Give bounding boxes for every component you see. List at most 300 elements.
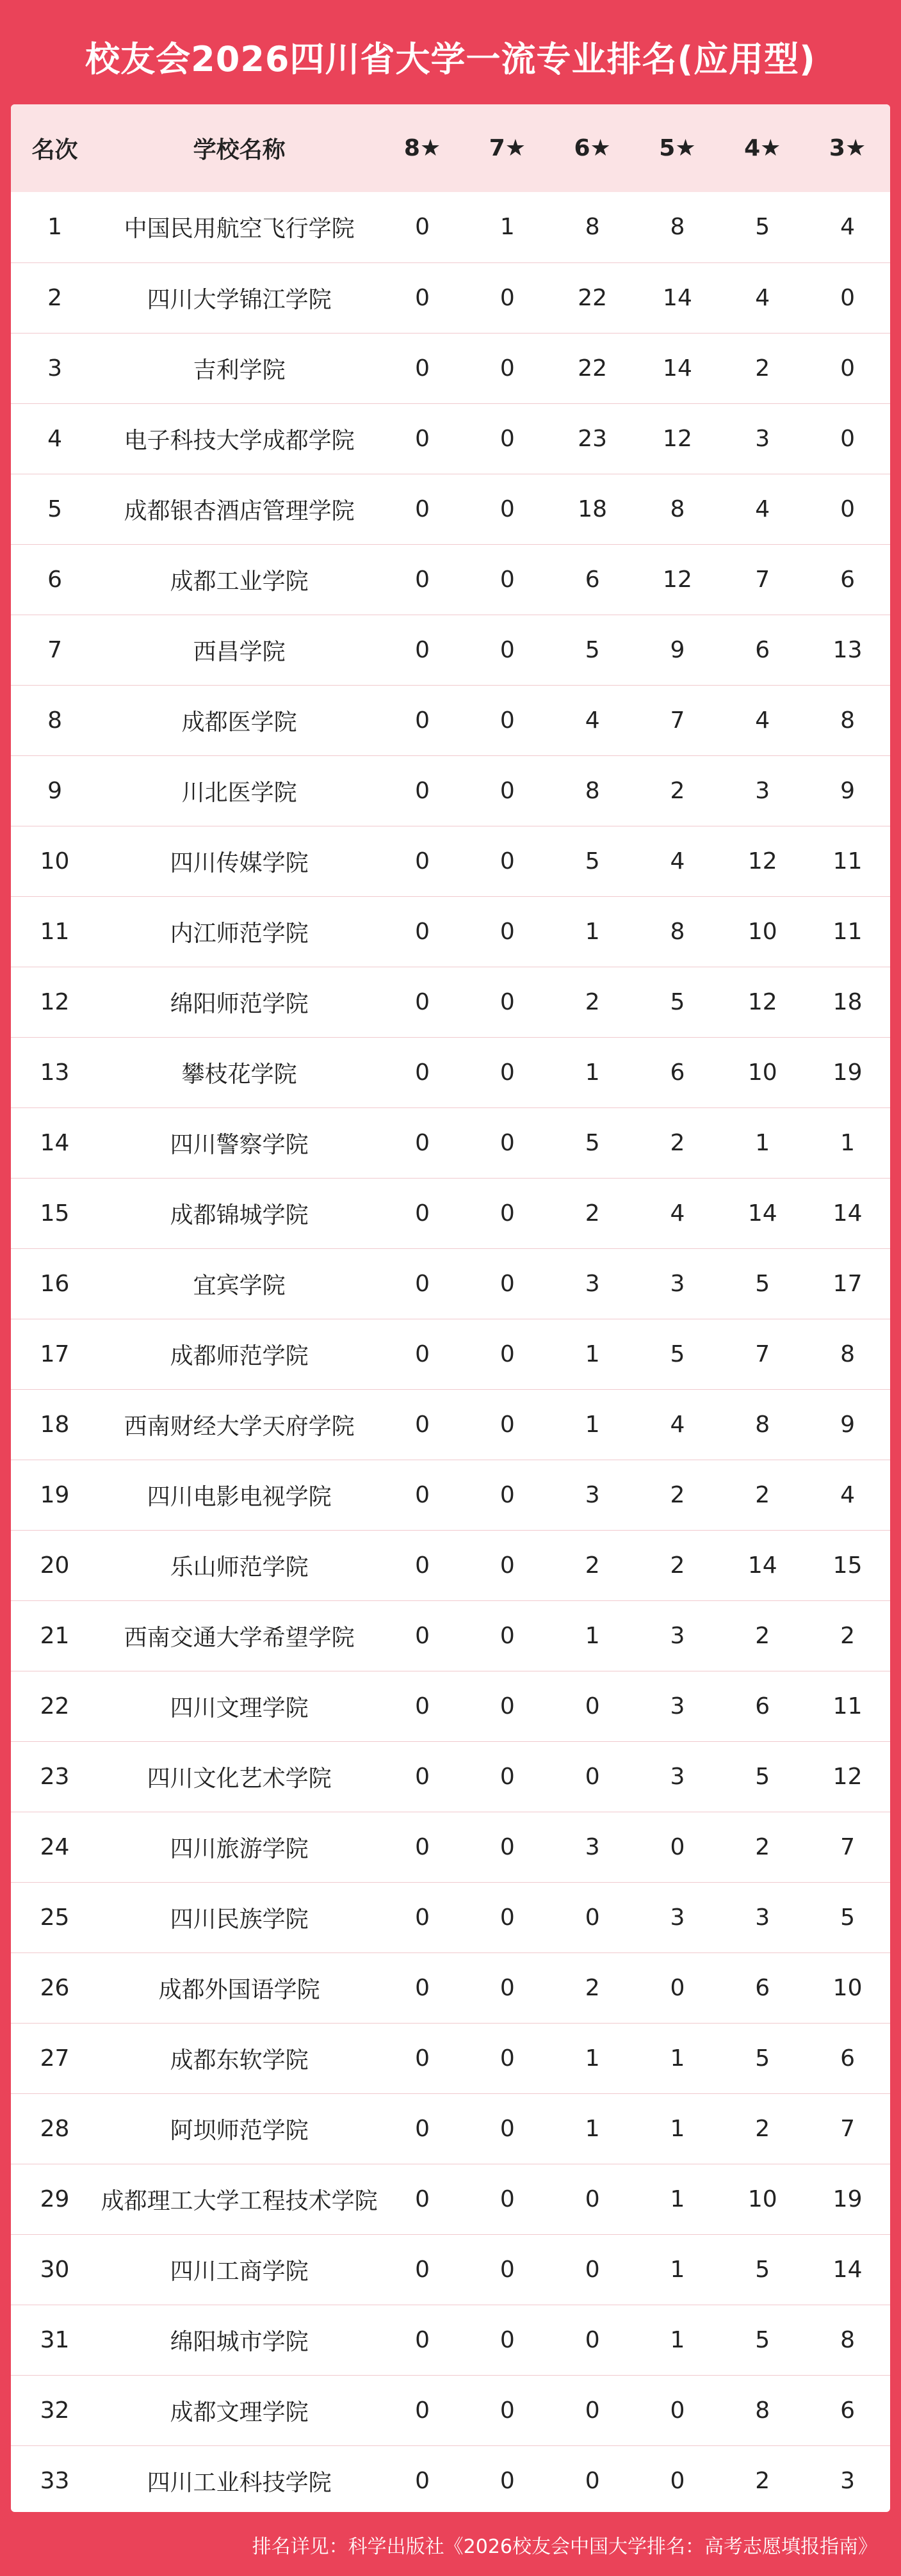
header-4-star: 4★ — [744, 135, 781, 161]
rank-cell: 29 — [40, 2186, 70, 2212]
count-5-star-cell: 3 — [670, 1622, 685, 1649]
table-row — [11, 1882, 890, 1952]
count-3-star-cell: 4 — [840, 1481, 856, 1508]
rank-cell: 6 — [47, 566, 62, 593]
count-7-star-cell: 0 — [499, 1763, 515, 1790]
rank-cell: 7 — [47, 636, 62, 663]
count-3-star-cell: 8 — [840, 1340, 856, 1367]
table-row — [11, 615, 890, 685]
count-6-star-cell: 8 — [585, 214, 600, 241]
rank-cell: 11 — [40, 918, 70, 945]
count-4-star-cell: 12 — [747, 848, 777, 874]
count-8-star-cell: 0 — [415, 566, 430, 593]
count-8-star-cell: 0 — [415, 988, 430, 1015]
table-row — [11, 1178, 890, 1248]
count-8-star-cell: 0 — [415, 1693, 430, 1719]
count-7-star-cell: 0 — [499, 636, 515, 663]
table-row — [11, 192, 890, 262]
count-8-star-cell: 0 — [415, 284, 430, 311]
count-5-star-cell: 3 — [670, 1904, 685, 1931]
count-8-star-cell: 0 — [415, 1552, 430, 1579]
count-7-star-cell: 0 — [499, 2467, 515, 2494]
rank-cell: 28 — [40, 2115, 70, 2142]
rank-cell: 27 — [40, 2045, 70, 2072]
count-8-star-cell: 0 — [415, 1904, 430, 1931]
count-8-star-cell: 0 — [415, 1481, 430, 1508]
count-7-star-cell: 1 — [499, 214, 515, 241]
table-row — [11, 1600, 890, 1671]
count-4-star-cell: 7 — [755, 566, 770, 593]
count-3-star-cell: 6 — [840, 2045, 856, 2072]
page-title: 校友会2026四川省大学一流专业排名(应用型) — [85, 38, 816, 79]
count-3-star-cell: 6 — [840, 566, 856, 593]
rank-cell: 23 — [40, 1763, 70, 1790]
rank-cell: 17 — [40, 1340, 70, 1367]
count-3-star-cell: 1 — [840, 1129, 856, 1156]
rank-cell: 19 — [40, 1481, 70, 1508]
school-name-cell: 绵阳城市学院 — [170, 2328, 309, 2355]
count-7-star-cell: 0 — [499, 777, 515, 804]
table-row — [11, 755, 890, 826]
table-row — [11, 262, 890, 333]
source-note: 排名详见：科学出版社《2026校友会中国大学排名：高考志愿填报指南》 — [252, 2536, 877, 2558]
table-row — [11, 826, 890, 896]
rank-cell: 30 — [40, 2256, 70, 2283]
school-name-cell: 四川文理学院 — [170, 1695, 309, 1721]
rank-cell: 12 — [40, 988, 70, 1015]
count-5-star-cell: 12 — [663, 566, 692, 593]
school-name-cell: 成都银杏酒店管理学院 — [124, 497, 355, 524]
count-8-star-cell: 0 — [415, 1129, 430, 1156]
count-6-star-cell: 0 — [585, 1763, 600, 1790]
count-6-star-cell: 22 — [578, 284, 608, 311]
rank-cell: 15 — [40, 1200, 70, 1227]
count-7-star-cell: 0 — [499, 355, 515, 382]
count-5-star-cell: 7 — [670, 707, 685, 734]
count-5-star-cell: 3 — [670, 1693, 685, 1719]
school-name-cell: 宜宾学院 — [193, 1272, 286, 1299]
count-6-star-cell: 23 — [578, 425, 608, 452]
count-7-star-cell: 0 — [499, 284, 515, 311]
count-6-star-cell: 2 — [585, 988, 600, 1015]
count-4-star-cell: 8 — [755, 2397, 770, 2424]
rank-cell: 14 — [40, 1129, 70, 1156]
count-5-star-cell: 1 — [670, 2256, 685, 2283]
count-6-star-cell: 1 — [585, 2115, 600, 2142]
count-7-star-cell: 0 — [499, 1622, 515, 1649]
count-7-star-cell: 0 — [499, 988, 515, 1015]
school-name-cell: 内江师范学院 — [170, 920, 309, 947]
count-3-star-cell: 6 — [840, 2397, 856, 2424]
rank-cell: 18 — [40, 1411, 70, 1438]
count-3-star-cell: 7 — [840, 2115, 856, 2142]
rank-cell: 2 — [47, 284, 62, 311]
count-3-star-cell: 10 — [832, 1974, 863, 2001]
count-3-star-cell: 11 — [832, 1693, 863, 1719]
rank-cell: 22 — [40, 1693, 70, 1719]
count-8-star-cell: 0 — [415, 2115, 430, 2142]
count-4-star-cell: 2 — [755, 2115, 770, 2142]
count-6-star-cell: 1 — [585, 1340, 600, 1367]
rank-cell: 31 — [40, 2326, 70, 2353]
count-4-star-cell: 2 — [755, 1481, 770, 1508]
count-7-star-cell: 0 — [499, 1270, 515, 1297]
rank-cell: 32 — [40, 2397, 70, 2424]
table-row — [11, 1671, 890, 1741]
count-6-star-cell: 0 — [585, 2467, 600, 2494]
count-5-star-cell: 3 — [670, 1763, 685, 1790]
school-name-cell: 四川文化艺术学院 — [147, 1765, 332, 1792]
table-row — [11, 2234, 890, 2305]
header-5-star: 5★ — [659, 135, 696, 161]
count-6-star-cell: 22 — [578, 355, 608, 382]
count-3-star-cell: 19 — [832, 2186, 863, 2212]
school-name-cell: 成都锦城学院 — [170, 1202, 309, 1228]
table-row — [11, 1389, 890, 1460]
table-row — [11, 1319, 890, 1389]
count-4-star-cell: 3 — [755, 425, 770, 452]
school-name-cell: 成都师范学院 — [170, 1342, 309, 1369]
school-name-cell: 西南财经大学天府学院 — [124, 1413, 355, 1440]
school-name-cell: 成都医学院 — [181, 709, 297, 736]
count-7-star-cell: 0 — [499, 1200, 515, 1227]
count-4-star-cell: 6 — [755, 636, 770, 663]
count-4-star-cell: 1 — [755, 1129, 770, 1156]
count-6-star-cell: 4 — [585, 707, 600, 734]
count-5-star-cell: 1 — [670, 2326, 685, 2353]
count-8-star-cell: 0 — [415, 214, 430, 241]
table-row — [11, 685, 890, 755]
count-5-star-cell: 8 — [670, 214, 685, 241]
count-3-star-cell: 15 — [832, 1552, 863, 1579]
table-row — [11, 2093, 890, 2164]
school-name-cell: 四川旅游学院 — [170, 1835, 309, 1862]
school-name-cell: 西南交通大学希望学院 — [124, 1624, 355, 1651]
count-5-star-cell: 2 — [670, 1129, 685, 1156]
rank-cell: 21 — [40, 1622, 70, 1649]
rank-cell: 26 — [40, 1974, 70, 2001]
count-6-star-cell: 2 — [585, 1552, 600, 1579]
count-7-star-cell: 0 — [499, 566, 515, 593]
count-3-star-cell: 12 — [832, 1763, 863, 1790]
count-4-star-cell: 2 — [755, 2467, 770, 2494]
count-8-star-cell: 0 — [415, 848, 430, 874]
count-5-star-cell: 5 — [670, 1340, 685, 1367]
header-rank: 名次 — [31, 137, 78, 163]
header-school-name: 学校名称 — [193, 137, 286, 163]
count-3-star-cell: 0 — [840, 355, 856, 382]
school-name-cell: 四川工商学院 — [170, 2258, 309, 2285]
school-name-cell: 成都工业学院 — [170, 568, 309, 595]
count-6-star-cell: 1 — [585, 1622, 600, 1649]
table-row — [11, 2375, 890, 2445]
table-row — [11, 1952, 890, 2023]
table-row — [11, 967, 890, 1037]
count-3-star-cell: 19 — [832, 1059, 863, 1086]
school-name-cell: 四川工业科技学院 — [147, 2469, 332, 2496]
count-4-star-cell: 5 — [755, 2045, 770, 2072]
rank-cell: 13 — [40, 1059, 70, 1086]
count-3-star-cell: 8 — [840, 2326, 856, 2353]
count-4-star-cell: 6 — [755, 1974, 770, 2001]
count-7-star-cell: 0 — [499, 1552, 515, 1579]
count-8-star-cell: 0 — [415, 636, 430, 663]
count-7-star-cell: 0 — [499, 848, 515, 874]
rank-cell: 3 — [47, 355, 62, 382]
count-7-star-cell: 0 — [499, 2045, 515, 2072]
rank-cell: 5 — [47, 495, 62, 522]
count-7-star-cell: 0 — [499, 1481, 515, 1508]
count-4-star-cell: 7 — [755, 1340, 770, 1367]
count-4-star-cell: 5 — [755, 1270, 770, 1297]
count-4-star-cell: 10 — [747, 2186, 777, 2212]
count-7-star-cell: 0 — [499, 1974, 515, 2001]
count-4-star-cell: 10 — [747, 1059, 777, 1086]
count-4-star-cell: 14 — [747, 1552, 777, 1579]
table-row — [11, 333, 890, 403]
count-8-star-cell: 0 — [415, 2397, 430, 2424]
count-6-star-cell: 0 — [585, 1693, 600, 1719]
count-3-star-cell: 3 — [840, 2467, 856, 2494]
count-6-star-cell: 1 — [585, 1059, 600, 1086]
table-row — [11, 2445, 890, 2512]
school-name-cell: 四川电影电视学院 — [147, 1483, 332, 1510]
count-6-star-cell: 8 — [585, 777, 600, 804]
count-4-star-cell: 5 — [755, 2326, 770, 2353]
count-6-star-cell: 3 — [585, 1481, 600, 1508]
count-3-star-cell: 17 — [832, 1270, 863, 1297]
count-6-star-cell: 5 — [585, 636, 600, 663]
header-6-star: 6★ — [574, 135, 611, 161]
count-7-star-cell: 0 — [499, 1904, 515, 1931]
count-4-star-cell: 14 — [747, 1200, 777, 1227]
rank-cell: 20 — [40, 1552, 70, 1579]
rank-cell: 16 — [40, 1270, 70, 1297]
count-5-star-cell: 1 — [670, 2186, 685, 2212]
count-5-star-cell: 6 — [670, 1059, 685, 1086]
count-6-star-cell: 2 — [585, 1974, 600, 2001]
count-3-star-cell: 8 — [840, 707, 856, 734]
count-3-star-cell: 11 — [832, 918, 863, 945]
count-8-star-cell: 0 — [415, 1411, 430, 1438]
table-row — [11, 474, 890, 544]
count-6-star-cell: 0 — [585, 2256, 600, 2283]
header-8-star: 8★ — [403, 135, 441, 161]
count-3-star-cell: 0 — [840, 425, 856, 452]
count-7-star-cell: 0 — [499, 2397, 515, 2424]
school-name-cell: 四川民族学院 — [170, 1906, 309, 1933]
count-5-star-cell: 0 — [670, 1833, 685, 1860]
rank-cell: 1 — [47, 214, 62, 241]
count-8-star-cell: 0 — [415, 2186, 430, 2212]
school-name-cell: 成都外国语学院 — [158, 1976, 320, 2003]
count-8-star-cell: 0 — [415, 777, 430, 804]
table-row — [11, 1530, 890, 1600]
count-4-star-cell: 4 — [755, 495, 770, 522]
count-6-star-cell: 5 — [585, 848, 600, 874]
count-5-star-cell: 2 — [670, 1552, 685, 1579]
count-4-star-cell: 3 — [755, 1904, 770, 1931]
count-7-star-cell: 0 — [499, 918, 515, 945]
count-8-star-cell: 0 — [415, 1763, 430, 1790]
count-5-star-cell: 0 — [670, 1974, 685, 2001]
count-6-star-cell: 3 — [585, 1270, 600, 1297]
count-4-star-cell: 5 — [755, 214, 770, 241]
count-5-star-cell: 2 — [670, 1481, 685, 1508]
table-row — [11, 1812, 890, 1882]
count-4-star-cell: 3 — [755, 777, 770, 804]
count-8-star-cell: 0 — [415, 2256, 430, 2283]
count-5-star-cell: 1 — [670, 2115, 685, 2142]
count-8-star-cell: 0 — [415, 355, 430, 382]
school-name-cell: 绵阳师范学院 — [170, 990, 309, 1017]
count-8-star-cell: 0 — [415, 1974, 430, 2001]
count-4-star-cell: 5 — [755, 1763, 770, 1790]
count-5-star-cell: 14 — [663, 355, 692, 382]
count-5-star-cell: 9 — [670, 636, 685, 663]
school-name-cell: 成都文理学院 — [170, 2399, 309, 2426]
school-name-cell: 阿坝师范学院 — [170, 2117, 309, 2144]
count-4-star-cell: 10 — [747, 918, 777, 945]
count-7-star-cell: 0 — [499, 1693, 515, 1719]
ranking-table-panel — [11, 104, 890, 2512]
school-name-cell: 四川大学锦江学院 — [147, 286, 332, 313]
count-7-star-cell: 0 — [499, 495, 515, 522]
count-8-star-cell: 0 — [415, 707, 430, 734]
count-7-star-cell: 0 — [499, 1340, 515, 1367]
school-name-cell: 成都理工大学工程技术学院 — [101, 2187, 378, 2214]
count-3-star-cell: 13 — [832, 636, 863, 663]
count-7-star-cell: 0 — [499, 1129, 515, 1156]
school-name-cell: 乐山师范学院 — [170, 1554, 309, 1581]
count-5-star-cell: 3 — [670, 1270, 685, 1297]
count-3-star-cell: 2 — [840, 1622, 856, 1649]
count-4-star-cell: 12 — [747, 988, 777, 1015]
table-row — [11, 1107, 890, 1178]
count-5-star-cell: 12 — [663, 425, 692, 452]
count-5-star-cell: 4 — [670, 1411, 685, 1438]
count-3-star-cell: 4 — [840, 214, 856, 241]
rank-cell: 24 — [40, 1833, 70, 1860]
count-7-star-cell: 0 — [499, 707, 515, 734]
count-8-star-cell: 0 — [415, 1270, 430, 1297]
count-6-star-cell: 0 — [585, 2186, 600, 2212]
school-name-cell: 成都东软学院 — [170, 2047, 309, 2073]
count-5-star-cell: 8 — [670, 918, 685, 945]
school-name-cell: 电子科技大学成都学院 — [124, 427, 355, 454]
school-name-cell: 西昌学院 — [193, 638, 286, 665]
count-4-star-cell: 2 — [755, 1622, 770, 1649]
count-4-star-cell: 4 — [755, 707, 770, 734]
rank-cell: 25 — [40, 1904, 70, 1931]
table-header-row — [11, 104, 890, 192]
table-row — [11, 544, 890, 615]
count-7-star-cell: 0 — [499, 425, 515, 452]
count-8-star-cell: 0 — [415, 425, 430, 452]
count-6-star-cell: 6 — [585, 566, 600, 593]
count-6-star-cell: 1 — [585, 1411, 600, 1438]
count-7-star-cell: 0 — [499, 1411, 515, 1438]
rank-cell: 10 — [40, 848, 70, 874]
count-6-star-cell: 5 — [585, 1129, 600, 1156]
count-8-star-cell: 0 — [415, 1059, 430, 1086]
count-6-star-cell: 2 — [585, 1200, 600, 1227]
count-8-star-cell: 0 — [415, 2467, 430, 2494]
count-3-star-cell: 11 — [832, 848, 863, 874]
count-8-star-cell: 0 — [415, 1833, 430, 1860]
count-7-star-cell: 0 — [499, 1059, 515, 1086]
count-5-star-cell: 0 — [670, 2467, 685, 2494]
rank-cell: 9 — [47, 777, 62, 804]
count-6-star-cell: 1 — [585, 918, 600, 945]
count-4-star-cell: 8 — [755, 1411, 770, 1438]
count-8-star-cell: 0 — [415, 1622, 430, 1649]
table-row — [11, 1037, 890, 1107]
count-4-star-cell: 2 — [755, 355, 770, 382]
ranking-table — [11, 104, 890, 2512]
count-6-star-cell: 0 — [585, 1904, 600, 1931]
count-7-star-cell: 0 — [499, 2326, 515, 2353]
count-3-star-cell: 0 — [840, 495, 856, 522]
school-name-cell: 四川传媒学院 — [170, 849, 309, 876]
count-5-star-cell: 5 — [670, 988, 685, 1015]
count-8-star-cell: 0 — [415, 1340, 430, 1367]
count-3-star-cell: 5 — [840, 1904, 856, 1931]
count-5-star-cell: 1 — [670, 2045, 685, 2072]
table-row — [11, 1460, 890, 1530]
count-6-star-cell: 3 — [585, 1833, 600, 1860]
school-name-cell: 中国民用航空飞行学院 — [124, 216, 355, 243]
count-4-star-cell: 2 — [755, 1833, 770, 1860]
count-6-star-cell: 18 — [578, 495, 608, 522]
count-3-star-cell: 18 — [832, 988, 863, 1015]
table-row — [11, 2164, 890, 2234]
count-8-star-cell: 0 — [415, 495, 430, 522]
school-name-cell: 吉利学院 — [193, 357, 286, 383]
count-8-star-cell: 0 — [415, 2326, 430, 2353]
count-5-star-cell: 2 — [670, 777, 685, 804]
header-7-star: 7★ — [489, 135, 526, 161]
rank-cell: 8 — [47, 707, 62, 734]
table-row — [11, 1741, 890, 1812]
school-name-cell: 四川警察学院 — [170, 1131, 309, 1158]
count-6-star-cell: 0 — [585, 2326, 600, 2353]
count-3-star-cell: 9 — [840, 1411, 856, 1438]
rank-cell: 4 — [47, 425, 62, 452]
count-6-star-cell: 1 — [585, 2045, 600, 2072]
count-4-star-cell: 4 — [755, 284, 770, 311]
count-5-star-cell: 4 — [670, 1200, 685, 1227]
count-6-star-cell: 0 — [585, 2397, 600, 2424]
table-row — [11, 1248, 890, 1319]
count-7-star-cell: 0 — [499, 1833, 515, 1860]
count-7-star-cell: 0 — [499, 2256, 515, 2283]
count-7-star-cell: 0 — [499, 2186, 515, 2212]
count-3-star-cell: 9 — [840, 777, 856, 804]
count-3-star-cell: 7 — [840, 1833, 856, 1860]
table-row — [11, 403, 890, 474]
count-5-star-cell: 8 — [670, 495, 685, 522]
table-row — [11, 2305, 890, 2375]
table-row — [11, 896, 890, 967]
count-3-star-cell: 14 — [832, 2256, 863, 2283]
count-3-star-cell: 0 — [840, 284, 856, 311]
count-5-star-cell: 0 — [670, 2397, 685, 2424]
count-5-star-cell: 4 — [670, 848, 685, 874]
school-name-cell: 川北医学院 — [181, 779, 297, 806]
count-8-star-cell: 0 — [415, 918, 430, 945]
count-7-star-cell: 0 — [499, 2115, 515, 2142]
